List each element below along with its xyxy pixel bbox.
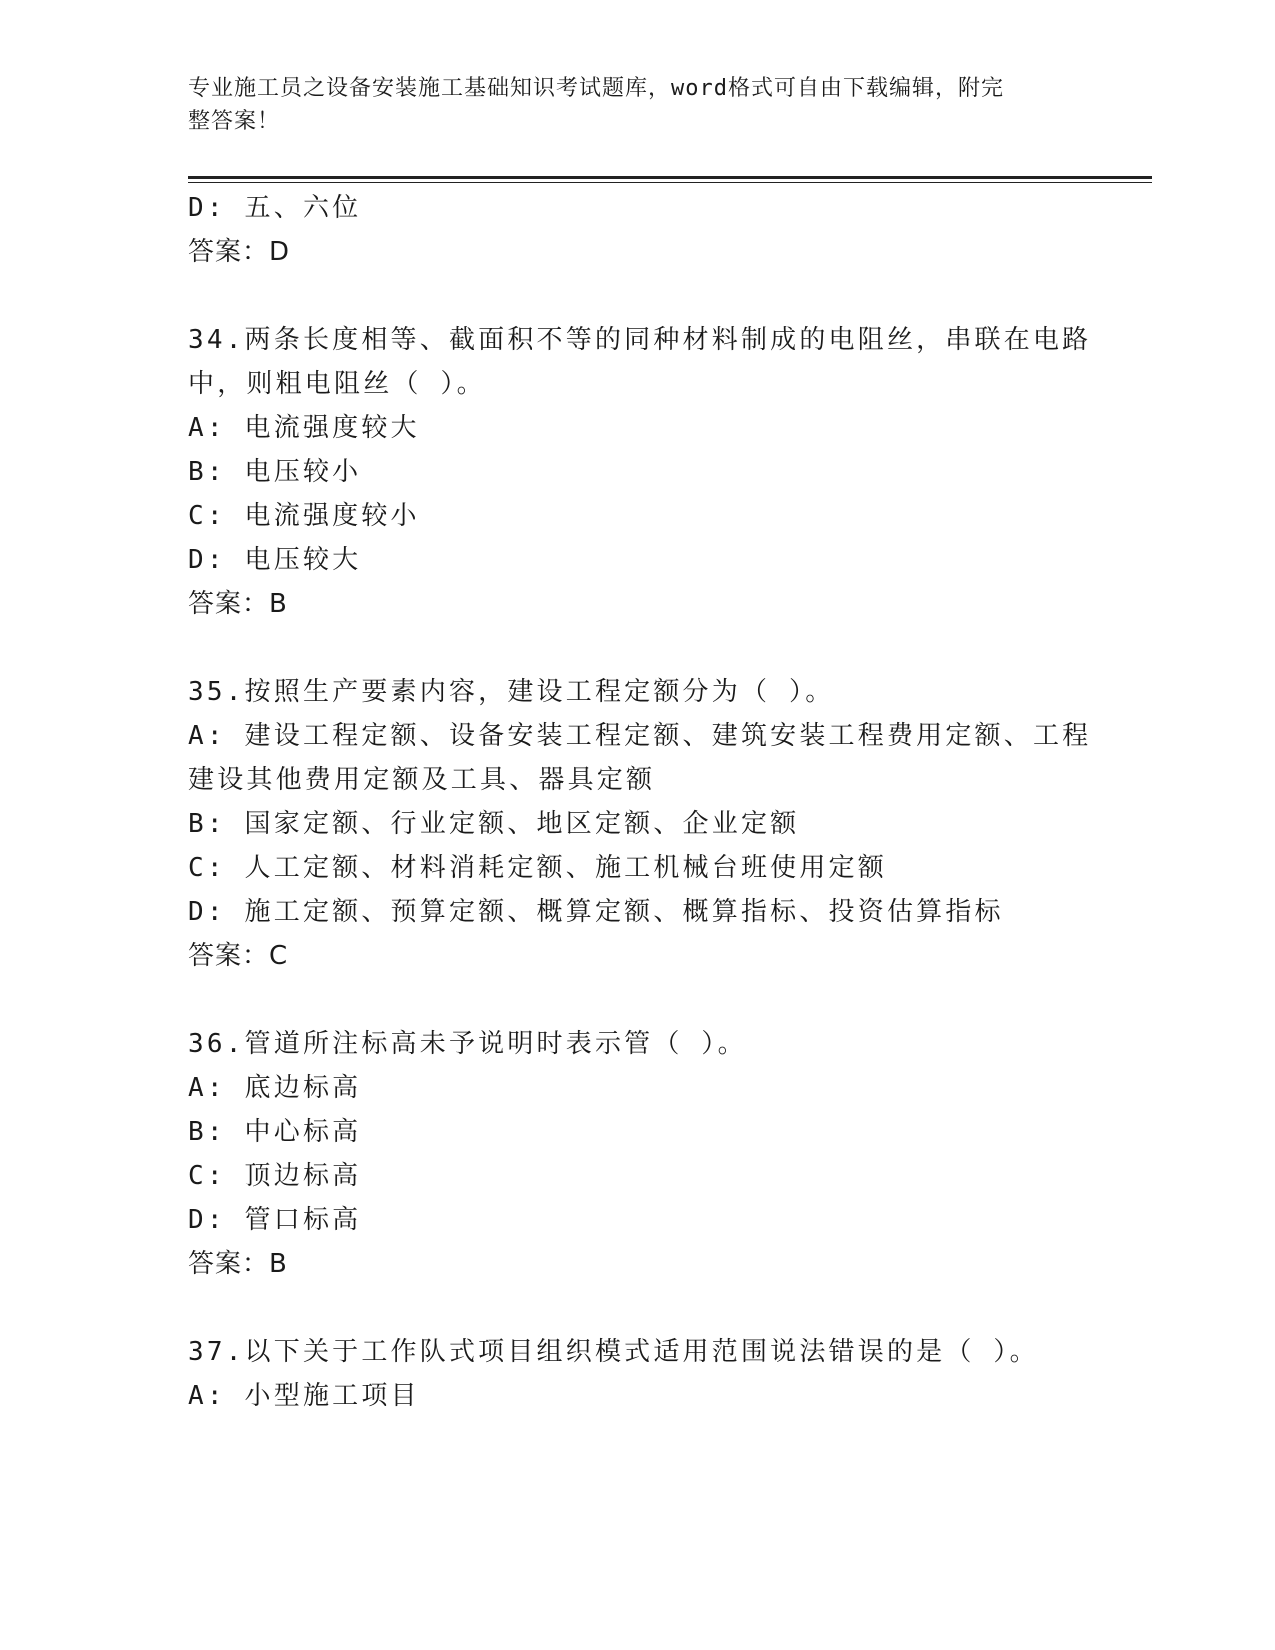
q35-answer: 答案：C	[188, 941, 289, 971]
q36-option-a: A: 底边标高	[188, 1073, 362, 1103]
header-rule-thick	[188, 176, 1152, 179]
q36-option-d: D: 管口标高	[188, 1205, 362, 1235]
header-rule-thin	[188, 182, 1152, 183]
q35-option-a-line-2: 建设其他费用定额及工具、器具定额	[188, 765, 656, 795]
q35-option-a-line-1: A: 建设工程定额、设备安装工程定额、建筑安装工程费用定额、工程	[188, 721, 1092, 751]
q34-stem-line-1: 34.两条长度相等、截面积不等的同种材料制成的电阻丝，串联在电路	[188, 325, 1092, 355]
q37-option-a: A: 小型施工项目	[188, 1381, 420, 1411]
document-header	[188, 72, 1068, 138]
q34-option-b: B: 电压较小	[188, 457, 362, 487]
q35-option-b: B: 国家定额、行业定额、地区定额、企业定额	[188, 809, 800, 839]
q36-option-c: C: 顶边标高	[188, 1161, 362, 1191]
q36-stem: 36.管道所注标高未予说明时表示管（ ）。	[188, 1029, 747, 1059]
q35-option-c: C: 人工定额、材料消耗定额、施工机械台班使用定额	[188, 853, 887, 883]
q36-answer: 答案：B	[188, 1249, 288, 1279]
q34-answer: 答案：B	[188, 589, 288, 619]
q37-stem: 37.以下关于工作队式项目组织模式适用范围说法错误的是（ ）。	[188, 1337, 1039, 1367]
q34-stem-line-2: 中，则粗电阻丝（ ）。	[188, 369, 486, 399]
prev-answer: 答案：D	[188, 237, 291, 267]
header-line-1: 专业施工员之设备安装施工基础知识考试题库，word格式可自由下载编辑，附完	[188, 76, 1004, 101]
q34-option-a: A: 电流强度较大	[188, 413, 420, 443]
prev-option-d: D: 五、六位	[188, 193, 362, 223]
q34-option-d: D: 电压较大	[188, 545, 362, 575]
q35-option-d: D: 施工定额、预算定额、概算定额、概算指标、投资估算指标	[188, 897, 1004, 927]
q34-option-c: C: 电流强度较小	[188, 501, 420, 531]
header-line-2: 整答案！	[188, 109, 281, 134]
q35-stem: 35.按照生产要素内容，建设工程定额分为（ ）。	[188, 677, 835, 707]
q36-option-b: B: 中心标高	[188, 1117, 362, 1147]
